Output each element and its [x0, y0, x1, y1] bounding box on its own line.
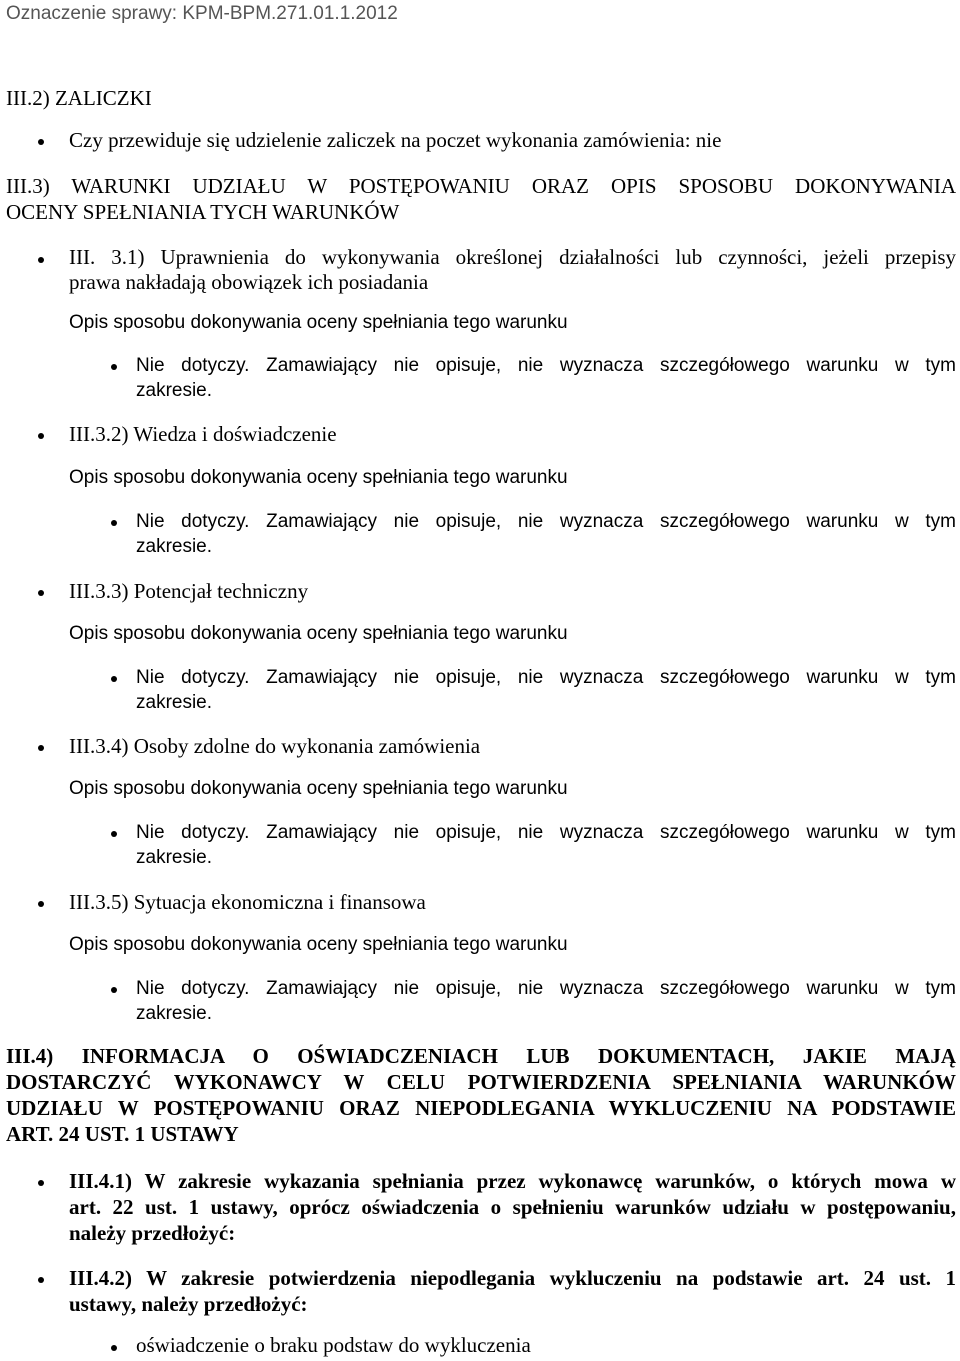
bullet-icon [38, 1180, 44, 1186]
sub-item-text: oświadczenie o braku podstaw do wykluczenia [136, 1333, 531, 1357]
bullet-icon [38, 139, 44, 145]
item-line: zakresie. [136, 1003, 213, 1024]
bullet-icon [38, 1277, 44, 1283]
bullet-icon [111, 987, 117, 993]
heading-line: UDZIAŁU W POSTĘPOWANIU ORAZ NIEPODLEGANIA WYKLUCZENIU NA PODSTAWIE [6, 1096, 956, 1120]
bullet-icon [111, 520, 117, 526]
item-line: zakresie. [136, 847, 213, 868]
list-item-text: III.3.3) Potencjał techniczny [69, 579, 309, 603]
item-line: zakresie. [136, 692, 213, 713]
bullet-icon [38, 745, 44, 751]
sub-item-text [136, 820, 956, 895]
bullet-icon [38, 257, 44, 263]
sub-item-text [136, 509, 956, 584]
case-reference: Oznaczenie sprawy: KPM-BPM.271.01.1.2012 [6, 3, 398, 24]
item-line: Nie dotyczy. Zamawiający nie opisuje, nie wyznacza szczegółowego warunku w tym [136, 355, 956, 376]
section-heading-warunki [6, 173, 956, 225]
item-line: zakresie. [136, 380, 213, 401]
heading-line: ART. 24 UST. 1 USTAWY [6, 1122, 239, 1146]
heading-line: III.4) INFORMACJA O OŚWIADCZENIACH LUB DOKUMENTACH, JAKIE MAJĄ [6, 1044, 956, 1068]
opis-label: Opis sposobu dokonywania oceny spełniania tego warunku [69, 467, 568, 488]
bullet-icon [111, 364, 117, 370]
heading-line: III.3) WARUNKI UDZIAŁU W POSTĘPOWANIU ORAZ OPIS SPOSOBU DOKONYWANIA [6, 174, 956, 198]
bullet-icon [111, 831, 117, 837]
sub-item-text [136, 976, 956, 1051]
item-line: III. 3.1) Uprawnienia do wykonywania określonej działalności lub czynności, jeżeli przepisy [69, 245, 956, 269]
sub-item-text [136, 353, 956, 428]
bullet-icon [38, 433, 44, 439]
list-item-text [69, 1265, 956, 1317]
section-heading-zaliczki: III.2) ZALICZKI [6, 86, 152, 110]
item-line: Nie dotyczy. Zamawiający nie opisuje, nie wyznacza szczegółowego warunku w tym [136, 978, 956, 999]
list-item-text: III.3.2) Wiedza i doświadczenie [69, 422, 337, 446]
item-line: zakresie. [136, 536, 213, 557]
item-line: III.4.2) W zakresie potwierdzenia niepodlegania wykluczeniu na podstawie art. 24 ust. 1 [69, 1266, 956, 1290]
bullet-icon [111, 676, 117, 682]
section-heading-informacja [6, 1043, 956, 1147]
list-item-text: III.3.5) Sytuacja ekonomiczna i finansowa [69, 890, 426, 914]
item-line: III.4.1) W zakresie wykazania spełniania przez wykonawcę warunków, o których mowa w [69, 1169, 956, 1193]
item-line: Nie dotyczy. Zamawiający nie opisuje, nie wyznacza szczegółowego warunku w tym [136, 667, 956, 688]
item-line: ustawy, należy przedłożyć: [69, 1292, 308, 1316]
opis-label: Opis sposobu dokonywania oceny spełniania tego warunku [69, 312, 568, 333]
item-line: należy przedłożyć: [69, 1221, 236, 1245]
item-line: art. 22 ust. 1 ustawy, oprócz oświadczenia o spełnieniu warunków udziału w postępowaniu, [69, 1195, 956, 1219]
heading-line: OCENY SPEŁNIANIA TYCH WARUNKÓW [6, 200, 400, 224]
bullet-icon [38, 590, 44, 596]
sub-item-text [136, 665, 956, 740]
list-item-text [69, 245, 956, 295]
item-line: prawa nakładają obowiązek ich posiadania [69, 270, 429, 294]
bullet-icon [111, 1345, 117, 1351]
item-line: Nie dotyczy. Zamawiający nie opisuje, nie wyznacza szczegółowego warunku w tym [136, 822, 956, 843]
heading-line: DOSTARCZYĆ WYKONAWCY W CELU POTWIERDZENIA SPEŁNIANIA WARUNKÓW [6, 1070, 956, 1094]
list-item-text: III.3.4) Osoby zdolne do wykonania zamówienia [69, 734, 481, 758]
opis-label: Opis sposobu dokonywania oceny spełniania tego warunku [69, 778, 568, 799]
list-item-text [69, 1168, 956, 1246]
list-item-text: Czy przewiduje się udzielenie zaliczek na poczet wykonania zamówienia: nie [69, 128, 722, 152]
opis-label: Opis sposobu dokonywania oceny spełniania tego warunku [69, 623, 568, 644]
item-line: Nie dotyczy. Zamawiający nie opisuje, nie wyznacza szczegółowego warunku w tym [136, 511, 956, 532]
bullet-icon [38, 901, 44, 907]
opis-label: Opis sposobu dokonywania oceny spełniania tego warunku [69, 934, 568, 955]
